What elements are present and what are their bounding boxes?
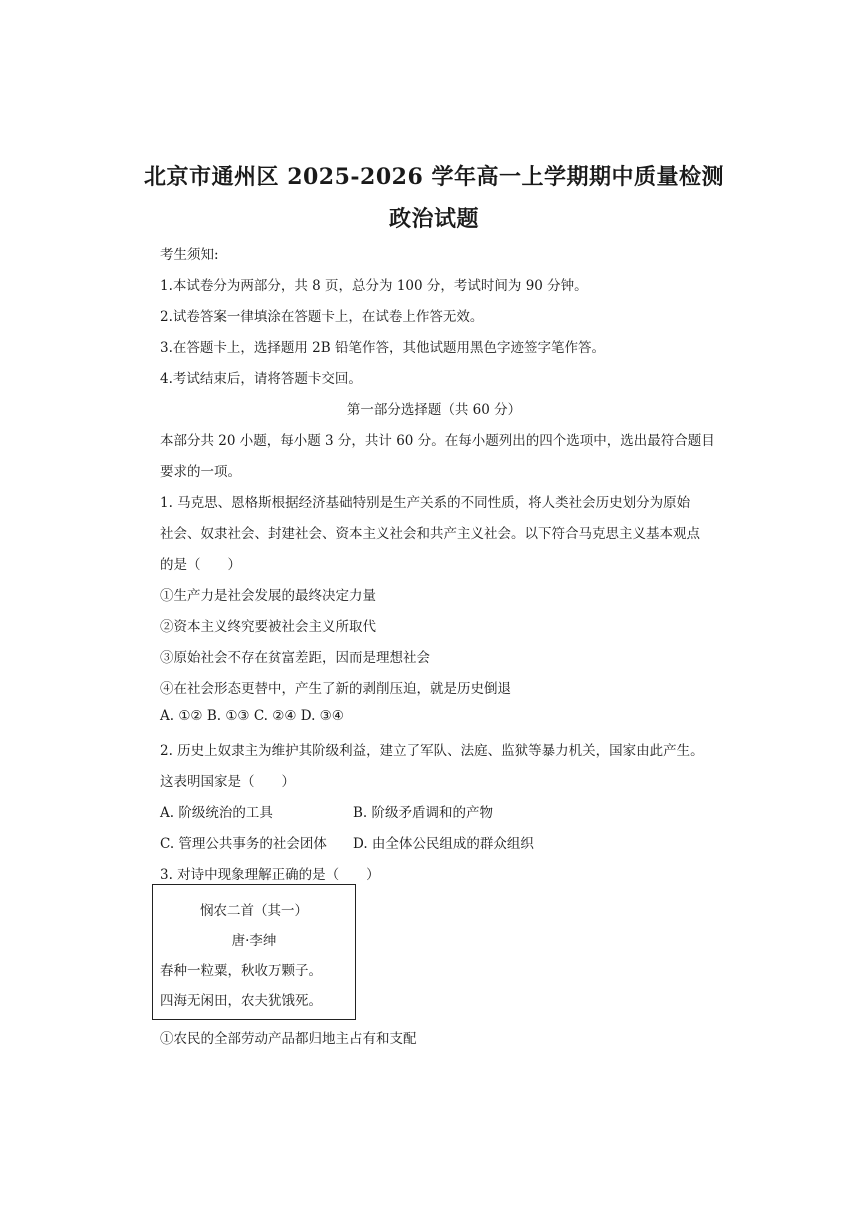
question-statement: ①农民的全部劳动产品都归地主占有和支配: [160, 1031, 417, 1047]
page-title: 北京市通州区 2025-2026 学年高一上学期期中质量检测: [144, 164, 724, 190]
section-intro: 要求的一项。: [160, 464, 241, 480]
poem-box: [152, 884, 356, 1020]
poem-line: 春种一粒粟，秋收万颗子。: [160, 963, 322, 979]
option-d: D. 由全体公民组成的群众组织: [353, 836, 534, 852]
option-c: C. 管理公共事务的社会团体: [160, 836, 327, 852]
question-statement: ④在社会形态更替中，产生了新的剥削压迫，就是历史倒退: [160, 681, 511, 697]
question-stem: 这表明国家是（ ）: [160, 774, 295, 790]
section-intro: 本部分共 20 小题，每小题 3 分，共计 60 分。在每小题列出的四个选项中，选出最符合题目: [160, 433, 715, 449]
notice-item: 2.试卷答案一律填涂在答题卡上，在试卷上作答无效。: [160, 309, 484, 325]
poem-title: 悯农二首（其一）: [200, 903, 308, 919]
notice-item: 1.本试卷分为两部分，共 8 页，总分为 100 分，考试时间为 90 分钟。: [160, 278, 588, 294]
notice-item: 4.考试结束后，请将答题卡交回。: [160, 371, 362, 387]
notice-item: 3.在答题卡上，选择题用 2B 铅笔作答，其他试题用黑色字迹签字笔作答。: [160, 340, 605, 356]
question-stem: 3. 对诗中现象理解正确的是（ ）: [160, 867, 380, 883]
question-stem: 2. 历史上奴隶主为维护其阶级利益，建立了军队、法庭、监狱等暴力机关，国家由此产生。: [160, 743, 704, 759]
question-stem: 的是（ ）: [160, 557, 241, 573]
option-a: A. 阶级统治的工具: [160, 805, 273, 821]
poem-line: 四海无闲田，农夫犹饿死。: [160, 993, 322, 1009]
poem-author: 唐·李绅: [231, 933, 277, 949]
option-b: B. 阶级矛盾调和的产物: [353, 805, 494, 821]
question-statement: ②资本主义终究要被社会主义所取代: [160, 619, 376, 635]
question-statement: ①生产力是社会发展的最终决定力量: [160, 588, 376, 604]
question-stem: 社会、奴隶社会、封建社会、资本主义社会和共产主义社会。以下符合马克思主义基本观点: [160, 526, 700, 542]
question-statement: ③原始社会不存在贫富差距，因而是理想社会: [160, 650, 430, 666]
page-subtitle: 政治试题: [388, 206, 479, 232]
section-heading: 第一部分选择题（共 60 分）: [346, 402, 522, 418]
question-stem: 1. 马克思、恩格斯根据经济基础特别是生产关系的不同性质，将人类社会历史划分为原始: [160, 495, 691, 511]
notice-heading: 考生须知:: [160, 247, 219, 263]
question-options: A. ①② B. ①③ C. ②④ D. ③④: [160, 708, 344, 724]
